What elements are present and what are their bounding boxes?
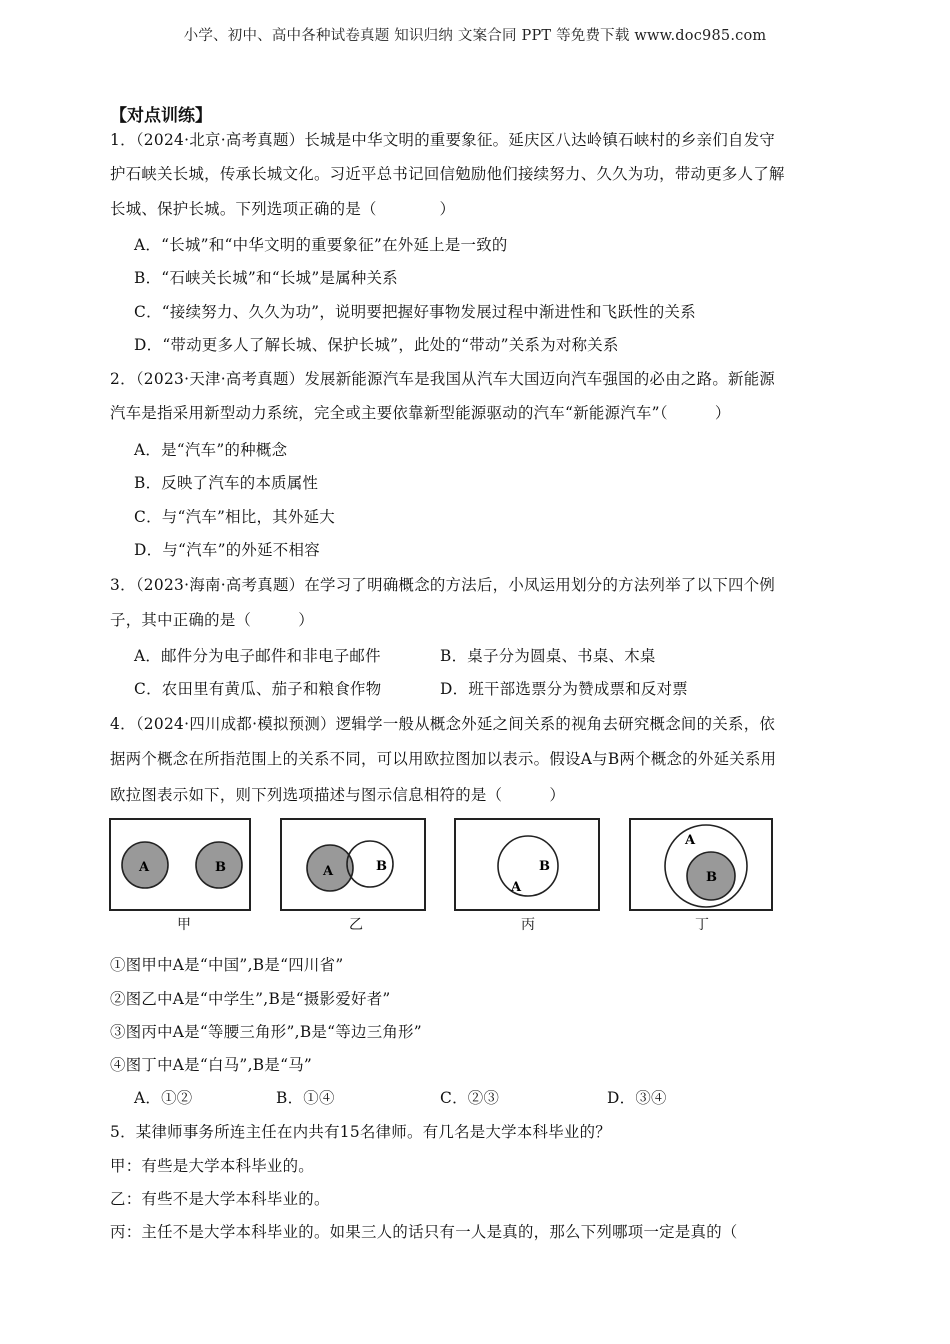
q3-stem-line1: 3．（2023·海南·高考真题）在学习了明确概念的方法后，小凤运用划分的方法列举了以下四个例 — [110, 576, 776, 594]
q1-option-d: D．“带动更多人了解长城、保护长城”，此处的“带动”关系为对称关系 — [134, 336, 619, 354]
euler-diagram-jia — [109, 818, 251, 911]
q4-statement-2: ②图乙中A是“中学生”,B是“摄影爱好者” — [110, 990, 391, 1008]
circle-a-label: A — [511, 880, 522, 895]
circle-a-label: A — [323, 864, 334, 879]
euler-diagram-ding — [629, 818, 773, 911]
euler-diagram-yi — [280, 818, 426, 911]
q1-option-a: A．“长城”和“中华文明的重要象征”在外延上是一致的 — [134, 236, 508, 254]
q4-statement-1: ①图甲中A是“中国”,B是“四川省” — [110, 956, 344, 974]
q4-option-d: D．③④ — [607, 1089, 667, 1107]
q3-stem-line2: 子，其中正确的是（ ） — [110, 611, 314, 629]
page-header: 小学、初中、高中各种试卷真题 知识归纳 文案合同 PPT 等免费下载 www.doc985.com — [183, 28, 767, 44]
circle-b-label: B — [215, 860, 226, 875]
q5-statement-bing: 丙：主任不是大学本科毕业的。如果三人的话只有一人是真的，那么下列哪项一定是真的（ — [110, 1223, 738, 1241]
diagram-label-bing: 丙 — [521, 917, 535, 933]
circle-b-label: B — [706, 870, 717, 885]
q4-stem-line3: 欧拉图表示如下，则下列选项描述与图示信息相符的是（ ） — [110, 786, 566, 804]
euler-diagram-bing — [454, 818, 600, 911]
q2-option-d: D．与“汽车”的外延不相容 — [134, 541, 320, 559]
q2-option-b: B．反映了汽车的本质属性 — [134, 474, 319, 492]
q1-option-b: B．“石峡关长城”和“长城”是属种关系 — [134, 269, 398, 287]
diagram-label-yi: 乙 — [349, 917, 363, 933]
q3-option-d: D．班干部选票分为赞成票和反对票 — [440, 680, 688, 698]
circle-a-label: A — [685, 833, 696, 848]
q4-option-a: A．①② — [134, 1089, 193, 1107]
circle-b-label: B — [376, 859, 387, 874]
circle-a-label: A — [139, 860, 150, 875]
q3-option-a: A．邮件分为电子邮件和非电子邮件 — [134, 647, 381, 665]
q5-statement-jia: 甲：有些是大学本科毕业的。 — [110, 1157, 314, 1175]
q3-option-b: B．桌子分为圆桌、书桌、木桌 — [440, 647, 656, 665]
q1-stem-line1: 1．（2024·北京·高考真题）长城是中华文明的重要象征。延庆区八达岭镇石峡村的乡亲们自发守 — [110, 131, 776, 149]
diagram-label-ding: 丁 — [695, 917, 709, 933]
q2-option-a: A．是“汽车”的种概念 — [134, 441, 288, 459]
q4-statement-4: ④图丁中A是“白马”,B是“马” — [110, 1056, 313, 1074]
q3-option-c: C．农田里有黄瓜、茄子和粮食作物 — [134, 680, 382, 698]
q4-stem-line2: 据两个概念在所指范围上的关系不同，可以用欧拉图加以表示。假设A与B两个概念的外延关系用 — [110, 750, 777, 768]
q4-statement-3: ③图丙中A是“等腰三角形”,B是“等边三角形” — [110, 1023, 422, 1041]
q1-option-c: C．“接续努力、久久为功”，说明要把握好事物发展过程中渐进性和飞跃性的关系 — [134, 303, 696, 321]
q1-stem-line2: 护石峡关长城，传承长城文化。习近平总书记回信勉励他们接续努力、久久为功，带动更多人了解 — [110, 165, 785, 183]
q2-stem-line1: 2．（2023·天津·高考真题）发展新能源汽车是我国从汽车大国迈向汽车强国的必由之路。新能源 — [110, 370, 776, 388]
q5-stem: 5．某律师事务所连主任在内共有15名律师。有几名是大学本科毕业的？ — [110, 1123, 611, 1141]
q1-stem-line3: 长城、保护长城。下列选项正确的是（ ） — [110, 200, 456, 218]
q4-option-b: B．①④ — [276, 1089, 335, 1107]
q5-statement-yi: 乙：有些不是大学本科毕业的。 — [110, 1190, 330, 1208]
section-title: 【对点训练】 — [110, 106, 212, 126]
diagram-label-jia: 甲 — [177, 917, 191, 933]
q2-stem-line2: 汽车是指采用新型动力系统，完全或主要依靠新型能源驱动的汽车“新能源汽车”（ ） — [110, 404, 731, 422]
circle-b-label: B — [539, 859, 550, 874]
q4-option-c: C．②③ — [440, 1089, 500, 1107]
q4-stem-line1: 4．（2024·四川成都·模拟预测）逻辑学一般从概念外延之间关系的视角去研究概念间的关系，依 — [110, 715, 776, 733]
q2-option-c: C．与“汽车”相比，其外延大 — [134, 508, 336, 526]
